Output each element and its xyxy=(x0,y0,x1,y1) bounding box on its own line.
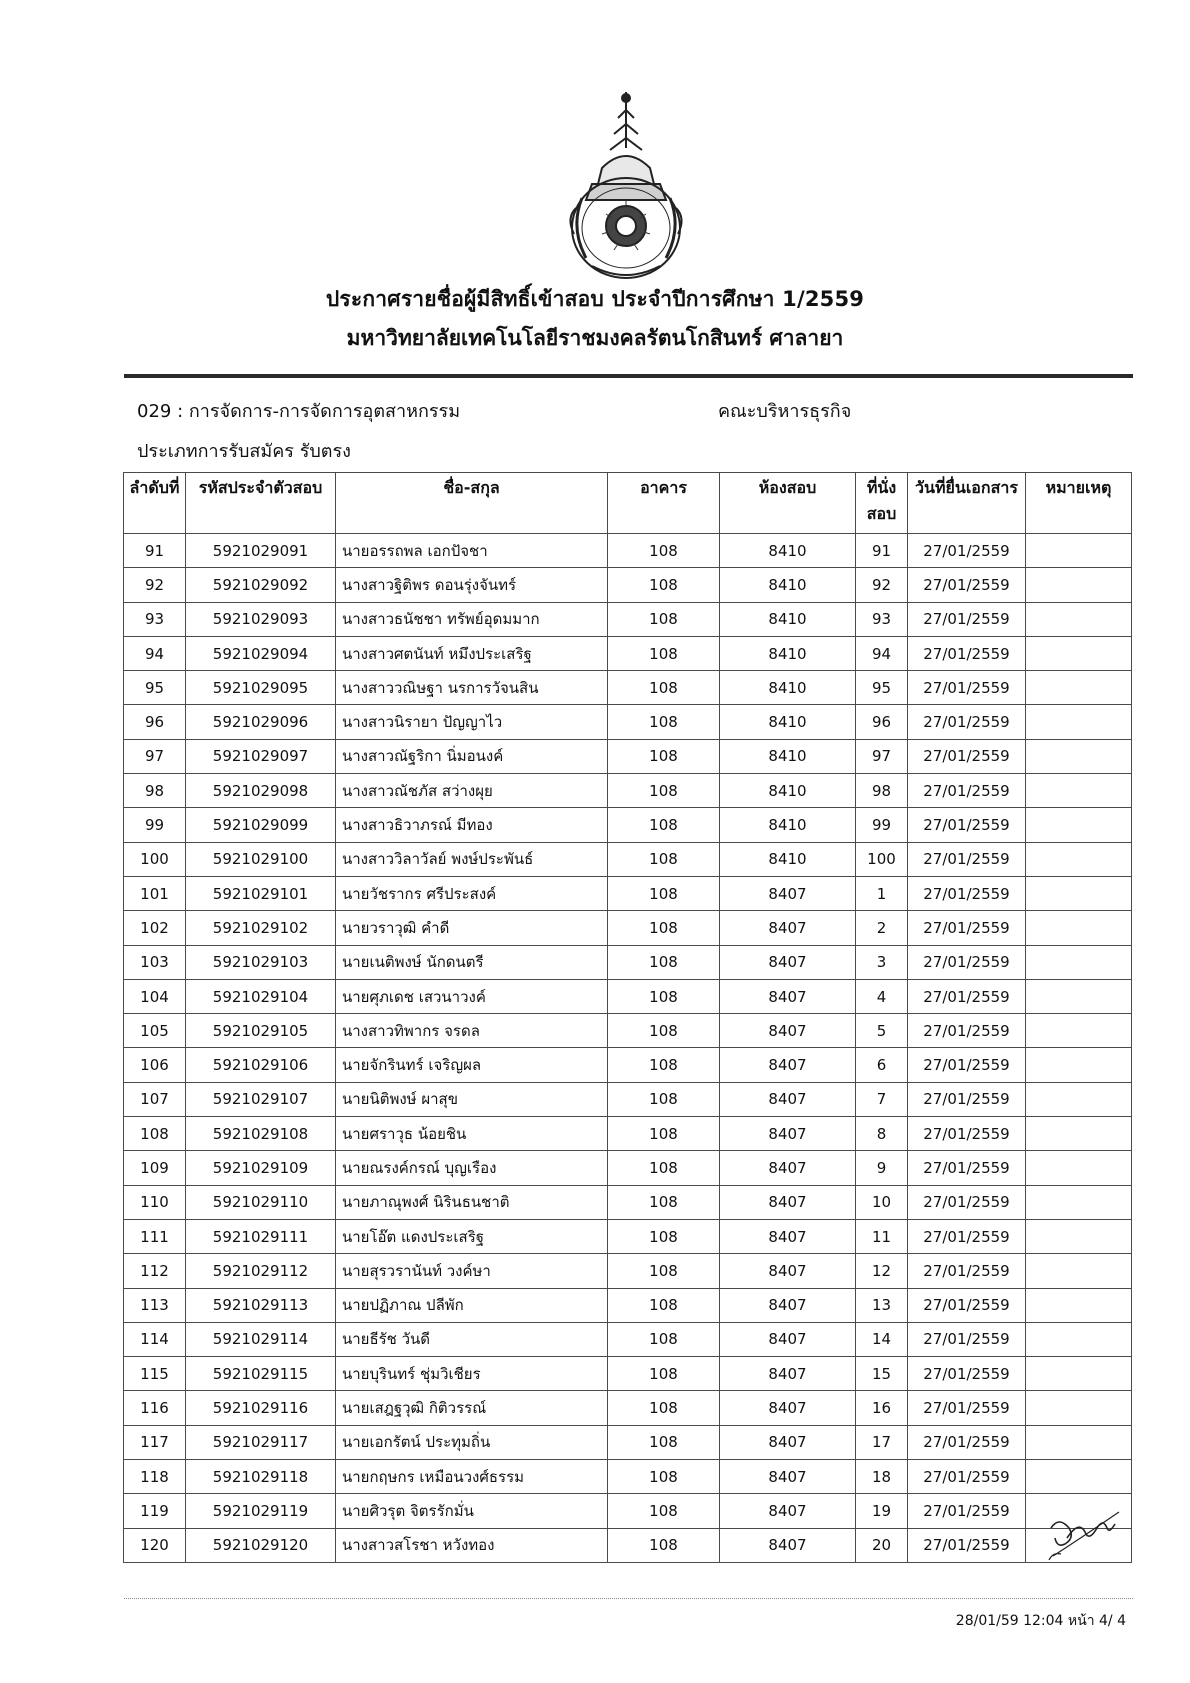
cell-note xyxy=(1026,1391,1132,1425)
table-row xyxy=(124,568,1132,602)
table-row xyxy=(124,1460,1132,1494)
page-title: ประกาศรายชื่อผู้มีสิทธิ์เข้าสอบ ประจำปีการศึกษา 1/2559 xyxy=(325,287,865,311)
col-header-seat xyxy=(856,473,908,534)
cell-building: 108 xyxy=(608,602,720,636)
cell-seq: 104 xyxy=(124,979,186,1013)
table-header-row xyxy=(124,473,1132,534)
cell-seq: 118 xyxy=(124,1460,186,1494)
cell-exam-id: 5921029111 xyxy=(186,1219,336,1253)
cell-seat: 1 xyxy=(856,876,908,910)
cell-name: นายศราวุธ น้อยชิน xyxy=(336,1117,608,1151)
cell-seat: 97 xyxy=(856,739,908,773)
cell-room: 8407 xyxy=(720,876,856,910)
university-emblem-icon xyxy=(562,88,690,284)
cell-name: นายจักรินทร์ เจริญผล xyxy=(336,1048,608,1082)
cell-room: 8410 xyxy=(720,636,856,670)
cell-seat: 9 xyxy=(856,1151,908,1185)
cell-seat: 99 xyxy=(856,808,908,842)
table-row xyxy=(124,1185,1132,1219)
cell-room: 8410 xyxy=(720,808,856,842)
cell-room: 8407 xyxy=(720,1117,856,1151)
cell-seq: 102 xyxy=(124,911,186,945)
cell-exam-id: 5921029103 xyxy=(186,945,336,979)
cell-exam-id: 5921029096 xyxy=(186,705,336,739)
table-row xyxy=(124,602,1132,636)
cell-seat: 5 xyxy=(856,1014,908,1048)
cell-seat: 98 xyxy=(856,774,908,808)
header-divider xyxy=(124,374,1133,378)
cell-seq: 100 xyxy=(124,842,186,876)
cell-exam-id: 5921029109 xyxy=(186,1151,336,1185)
cell-date: 27/01/2559 xyxy=(908,1117,1026,1151)
cell-building: 108 xyxy=(608,1219,720,1253)
cell-exam-id: 5921029110 xyxy=(186,1185,336,1219)
cell-date: 27/01/2559 xyxy=(908,979,1026,1013)
cell-seq: 110 xyxy=(124,1185,186,1219)
cell-note xyxy=(1026,1528,1132,1562)
cell-building: 108 xyxy=(608,636,720,670)
cell-building: 108 xyxy=(608,1151,720,1185)
cell-seq: 94 xyxy=(124,636,186,670)
cell-seq: 115 xyxy=(124,1357,186,1391)
cell-building: 108 xyxy=(608,568,720,602)
cell-building: 108 xyxy=(608,842,720,876)
cell-seat: 10 xyxy=(856,1185,908,1219)
cell-date: 27/01/2559 xyxy=(908,842,1026,876)
cell-seq: 101 xyxy=(124,876,186,910)
cell-note xyxy=(1026,1460,1132,1494)
cell-exam-id: 5921029117 xyxy=(186,1425,336,1459)
cell-seat: 15 xyxy=(856,1357,908,1391)
cell-date: 27/01/2559 xyxy=(908,876,1026,910)
cell-note xyxy=(1026,1048,1132,1082)
cell-seat: 100 xyxy=(856,842,908,876)
table-row xyxy=(124,1048,1132,1082)
cell-seat: 91 xyxy=(856,534,908,568)
cell-date: 27/01/2559 xyxy=(908,1425,1026,1459)
table-row xyxy=(124,705,1132,739)
cell-date: 27/01/2559 xyxy=(908,671,1026,705)
cell-name: นายโอ๊ต แดงประเสริฐ xyxy=(336,1219,608,1253)
cell-name: นางสาววิลาวัลย์ พงษ์ประพันธ์ xyxy=(336,842,608,876)
cell-seat: 13 xyxy=(856,1288,908,1322)
cell-seq: 97 xyxy=(124,739,186,773)
cell-seat: 12 xyxy=(856,1254,908,1288)
cell-exam-id: 5921029099 xyxy=(186,808,336,842)
cell-name: นายอรรถพล เอกปัจชา xyxy=(336,534,608,568)
cell-note xyxy=(1026,1357,1132,1391)
table-row xyxy=(124,774,1132,808)
table-row xyxy=(124,1494,1132,1528)
table-row xyxy=(124,1219,1132,1253)
cell-seat: 93 xyxy=(856,602,908,636)
cell-seat: 14 xyxy=(856,1322,908,1356)
cell-name: นางสาวนิรายา ปัญญาไว xyxy=(336,705,608,739)
col-header-seat-line2: สอบ xyxy=(866,504,897,523)
table-row xyxy=(124,808,1132,842)
cell-seq: 112 xyxy=(124,1254,186,1288)
cell-room: 8407 xyxy=(720,1082,856,1116)
cell-seq: 120 xyxy=(124,1528,186,1562)
cell-note xyxy=(1026,1425,1132,1459)
cell-exam-id: 5921029119 xyxy=(186,1494,336,1528)
cell-room: 8407 xyxy=(720,979,856,1013)
cell-room: 8407 xyxy=(720,945,856,979)
cell-name: นายเอกรัตน์ ประทุมถิ่น xyxy=(336,1425,608,1459)
col-header-date: วันที่ยื่นเอกสาร xyxy=(908,473,1026,534)
cell-date: 27/01/2559 xyxy=(908,1014,1026,1048)
cell-room: 8407 xyxy=(720,1357,856,1391)
cell-note xyxy=(1026,602,1132,636)
cell-building: 108 xyxy=(608,774,720,808)
table-row xyxy=(124,945,1132,979)
cell-seat: 20 xyxy=(856,1528,908,1562)
cell-note xyxy=(1026,568,1132,602)
cell-name: นายณรงค์กรณ์ บุญเรือง xyxy=(336,1151,608,1185)
cell-seq: 93 xyxy=(124,602,186,636)
cell-room: 8407 xyxy=(720,1528,856,1562)
cell-building: 108 xyxy=(608,1185,720,1219)
col-header-building: อาคาร xyxy=(608,473,720,534)
cell-name: นายกฤษกร เหมือนวงศ์ธรรม xyxy=(336,1460,608,1494)
cell-building: 108 xyxy=(608,1391,720,1425)
cell-building: 108 xyxy=(608,979,720,1013)
cell-exam-id: 5921029118 xyxy=(186,1460,336,1494)
cell-building: 108 xyxy=(608,1117,720,1151)
cell-exam-id: 5921029115 xyxy=(186,1357,336,1391)
cell-date: 27/01/2559 xyxy=(908,1460,1026,1494)
cell-date: 27/01/2559 xyxy=(908,1219,1026,1253)
cell-note xyxy=(1026,636,1132,670)
cell-room: 8410 xyxy=(720,774,856,808)
table-row xyxy=(124,842,1132,876)
cell-exam-id: 5921029105 xyxy=(186,1014,336,1048)
cell-name: นายวราวุฒิ คำดี xyxy=(336,911,608,945)
cell-name: นางสาวสโรชา หวังทอง xyxy=(336,1528,608,1562)
cell-exam-id: 5921029094 xyxy=(186,636,336,670)
cell-date: 27/01/2559 xyxy=(908,1494,1026,1528)
cell-date: 27/01/2559 xyxy=(908,1528,1026,1562)
col-header-exam-id: รหัสประจำตัวสอบ xyxy=(186,473,336,534)
cell-seat: 17 xyxy=(856,1425,908,1459)
col-header-note: หมายเหตุ xyxy=(1026,473,1132,534)
cell-seat: 4 xyxy=(856,979,908,1013)
table-row xyxy=(124,1082,1132,1116)
cell-exam-id: 5921029102 xyxy=(186,911,336,945)
cell-exam-id: 5921029108 xyxy=(186,1117,336,1151)
cell-seq: 103 xyxy=(124,945,186,979)
table-row xyxy=(124,911,1132,945)
cell-name: นายสุรวรานันท์ วงค์ษา xyxy=(336,1254,608,1288)
cell-building: 108 xyxy=(608,876,720,910)
cell-exam-id: 5921029093 xyxy=(186,602,336,636)
cell-building: 108 xyxy=(608,1528,720,1562)
cell-name: นายศุภเดช เสวนาวงค์ xyxy=(336,979,608,1013)
cell-seq: 91 xyxy=(124,534,186,568)
cell-seat: 95 xyxy=(856,671,908,705)
cell-name: นายศิวรุต จิตรรักมั่น xyxy=(336,1494,608,1528)
cell-building: 108 xyxy=(608,1494,720,1528)
cell-seq: 116 xyxy=(124,1391,186,1425)
print-timestamp: 28/01/59 12:04 หน้า 4/ 4 xyxy=(955,1613,1126,1629)
faculty-name: คณะบริหารธุรกิจ xyxy=(718,401,852,422)
cell-seat: 18 xyxy=(856,1460,908,1494)
cell-room: 8407 xyxy=(720,1254,856,1288)
cell-seat: 92 xyxy=(856,568,908,602)
table-row xyxy=(124,534,1132,568)
cell-building: 108 xyxy=(608,1357,720,1391)
cell-room: 8407 xyxy=(720,911,856,945)
cell-seat: 6 xyxy=(856,1048,908,1082)
cell-seq: 111 xyxy=(124,1219,186,1253)
table-row xyxy=(124,1391,1132,1425)
cell-seat: 19 xyxy=(856,1494,908,1528)
cell-name: นางสาววณิษฐา นรการวัจนสิน xyxy=(336,671,608,705)
cell-room: 8407 xyxy=(720,1460,856,1494)
cell-exam-id: 5921029114 xyxy=(186,1322,336,1356)
table-row xyxy=(124,1254,1132,1288)
cell-note xyxy=(1026,1219,1132,1253)
cell-name: นางสาวณัฐริกา นิ่มอนงค์ xyxy=(336,739,608,773)
cell-exam-id: 5921029107 xyxy=(186,1082,336,1116)
col-header-seat-line1: ที่นั่ง xyxy=(866,478,897,497)
cell-room: 8410 xyxy=(720,705,856,739)
cell-seq: 114 xyxy=(124,1322,186,1356)
cell-building: 108 xyxy=(608,1014,720,1048)
table-row xyxy=(124,1528,1132,1562)
cell-seq: 106 xyxy=(124,1048,186,1082)
cell-room: 8410 xyxy=(720,671,856,705)
cell-seq: 99 xyxy=(124,808,186,842)
cell-date: 27/01/2559 xyxy=(908,1322,1026,1356)
cell-exam-id: 5921029097 xyxy=(186,739,336,773)
cell-seat: 96 xyxy=(856,705,908,739)
cell-seat: 7 xyxy=(856,1082,908,1116)
cell-seat: 3 xyxy=(856,945,908,979)
cell-building: 108 xyxy=(608,1254,720,1288)
cell-date: 27/01/2559 xyxy=(908,808,1026,842)
cell-seq: 117 xyxy=(124,1425,186,1459)
cell-seq: 107 xyxy=(124,1082,186,1116)
cell-building: 108 xyxy=(608,534,720,568)
cell-building: 108 xyxy=(608,705,720,739)
cell-name: นายนิติพงษ์ ผาสุข xyxy=(336,1082,608,1116)
cell-name: นายภาณุพงศ์ นิรินธนชาติ xyxy=(336,1185,608,1219)
cell-room: 8407 xyxy=(720,1494,856,1528)
cell-note xyxy=(1026,1117,1132,1151)
cell-date: 27/01/2559 xyxy=(908,568,1026,602)
cell-room: 8407 xyxy=(720,1014,856,1048)
cell-seq: 95 xyxy=(124,671,186,705)
cell-name: นางสาวณัชภัส สว่างผุย xyxy=(336,774,608,808)
cell-date: 27/01/2559 xyxy=(908,1048,1026,1082)
cell-date: 27/01/2559 xyxy=(908,636,1026,670)
cell-building: 108 xyxy=(608,1082,720,1116)
cell-note xyxy=(1026,534,1132,568)
cell-room: 8407 xyxy=(720,1391,856,1425)
cell-seat: 16 xyxy=(856,1391,908,1425)
table-row xyxy=(124,636,1132,670)
cell-note xyxy=(1026,1185,1132,1219)
table-row xyxy=(124,1117,1132,1151)
cell-exam-id: 5921029092 xyxy=(186,568,336,602)
cell-seq: 113 xyxy=(124,1288,186,1322)
cell-seq: 92 xyxy=(124,568,186,602)
cell-room: 8410 xyxy=(720,842,856,876)
table-row xyxy=(124,876,1132,910)
cell-room: 8410 xyxy=(720,534,856,568)
cell-name: นายเสฎฐวุฒิ กิติวรรณ์ xyxy=(336,1391,608,1425)
cell-room: 8410 xyxy=(720,568,856,602)
candidate-table xyxy=(123,472,1132,1563)
cell-building: 108 xyxy=(608,945,720,979)
cell-building: 108 xyxy=(608,1288,720,1322)
cell-seat: 11 xyxy=(856,1219,908,1253)
footer-divider xyxy=(124,1598,1133,1599)
cell-exam-id: 5921029112 xyxy=(186,1254,336,1288)
cell-date: 27/01/2559 xyxy=(908,739,1026,773)
admission-type: ประเภทการรับสมัคร รับตรง xyxy=(137,441,351,462)
cell-date: 27/01/2559 xyxy=(908,1151,1026,1185)
table-row xyxy=(124,1151,1132,1185)
cell-name: นายวัชรากร ศรีประสงค์ xyxy=(336,876,608,910)
signature-icon xyxy=(1045,1498,1125,1564)
cell-name: นายปฏิภาณ ปลีพัก xyxy=(336,1288,608,1322)
cell-note xyxy=(1026,876,1132,910)
cell-exam-id: 5921029101 xyxy=(186,876,336,910)
cell-room: 8407 xyxy=(720,1288,856,1322)
cell-building: 108 xyxy=(608,671,720,705)
cell-note xyxy=(1026,1322,1132,1356)
cell-exam-id: 5921029091 xyxy=(186,534,336,568)
cell-room: 8407 xyxy=(720,1151,856,1185)
cell-note xyxy=(1026,979,1132,1013)
cell-exam-id: 5921029113 xyxy=(186,1288,336,1322)
cell-building: 108 xyxy=(608,1460,720,1494)
cell-seq: 96 xyxy=(124,705,186,739)
cell-exam-id: 5921029120 xyxy=(186,1528,336,1562)
program-name: 029 : การจัดการ-การจัดการอุตสาหกรรม xyxy=(137,401,461,422)
cell-name: นายบุรินทร์ ชุ่มวิเชียร xyxy=(336,1357,608,1391)
cell-exam-id: 5921029098 xyxy=(186,774,336,808)
cell-room: 8407 xyxy=(720,1185,856,1219)
cell-date: 27/01/2559 xyxy=(908,1185,1026,1219)
cell-seq: 98 xyxy=(124,774,186,808)
cell-building: 108 xyxy=(608,808,720,842)
cell-room: 8407 xyxy=(720,1219,856,1253)
cell-note xyxy=(1026,1082,1132,1116)
cell-room: 8410 xyxy=(720,602,856,636)
cell-seq: 119 xyxy=(124,1494,186,1528)
col-header-seq: ลำดับที่ xyxy=(124,473,186,534)
col-header-name: ชื่อ-สกุล xyxy=(336,473,608,534)
cell-note xyxy=(1026,808,1132,842)
cell-exam-id: 5921029104 xyxy=(186,979,336,1013)
cell-note xyxy=(1026,671,1132,705)
cell-name: นายเนติพงษ์ นักดนตรี xyxy=(336,945,608,979)
cell-note xyxy=(1026,842,1132,876)
cell-exam-id: 5921029106 xyxy=(186,1048,336,1082)
cell-exam-id: 5921029116 xyxy=(186,1391,336,1425)
cell-note xyxy=(1026,1151,1132,1185)
cell-room: 8410 xyxy=(720,739,856,773)
cell-date: 27/01/2559 xyxy=(908,1082,1026,1116)
cell-date: 27/01/2559 xyxy=(908,602,1026,636)
cell-note xyxy=(1026,739,1132,773)
cell-room: 8407 xyxy=(720,1322,856,1356)
cell-seq: 105 xyxy=(124,1014,186,1048)
table-row xyxy=(124,671,1132,705)
cell-seat: 8 xyxy=(856,1117,908,1151)
cell-note xyxy=(1026,705,1132,739)
cell-exam-id: 5921029095 xyxy=(186,671,336,705)
table-row xyxy=(124,1288,1132,1322)
cell-seq: 109 xyxy=(124,1151,186,1185)
table-row xyxy=(124,1014,1132,1048)
table-row xyxy=(124,739,1132,773)
cell-date: 27/01/2559 xyxy=(908,1357,1026,1391)
cell-name: นายธีรัช วันดี xyxy=(336,1322,608,1356)
cell-exam-id: 5921029100 xyxy=(186,842,336,876)
cell-date: 27/01/2559 xyxy=(908,534,1026,568)
cell-date: 27/01/2559 xyxy=(908,911,1026,945)
cell-note xyxy=(1026,945,1132,979)
cell-name: นางสาวธนัชชา ทรัพย์อุดมมาก xyxy=(336,602,608,636)
table-row xyxy=(124,1322,1132,1356)
table-row xyxy=(124,979,1132,1013)
cell-date: 27/01/2559 xyxy=(908,1288,1026,1322)
cell-building: 108 xyxy=(608,911,720,945)
university-name: มหาวิทยาลัยเทคโนโลยีราชมงคลรัตนโกสินทร์ ศาลายา xyxy=(346,326,844,350)
cell-note xyxy=(1026,911,1132,945)
cell-date: 27/01/2559 xyxy=(908,774,1026,808)
cell-name: นางสาวทิพากร จรดล xyxy=(336,1014,608,1048)
table-row xyxy=(124,1357,1132,1391)
cell-building: 108 xyxy=(608,1322,720,1356)
cell-note xyxy=(1026,1254,1132,1288)
cell-building: 108 xyxy=(608,739,720,773)
cell-note xyxy=(1026,774,1132,808)
cell-date: 27/01/2559 xyxy=(908,945,1026,979)
cell-note xyxy=(1026,1288,1132,1322)
table-row xyxy=(124,1425,1132,1459)
cell-date: 27/01/2559 xyxy=(908,1391,1026,1425)
cell-name: นางสาวศตนันท์ หมึงประเสริฐ xyxy=(336,636,608,670)
col-header-room: ห้องสอบ xyxy=(720,473,856,534)
cell-room: 8407 xyxy=(720,1425,856,1459)
cell-note xyxy=(1026,1014,1132,1048)
cell-date: 27/01/2559 xyxy=(908,1254,1026,1288)
cell-name: นางสาวธิวาภรณ์ มีทอง xyxy=(336,808,608,842)
cell-date: 27/01/2559 xyxy=(908,705,1026,739)
cell-building: 108 xyxy=(608,1048,720,1082)
cell-room: 8407 xyxy=(720,1048,856,1082)
cell-name: นางสาวฐิติพร ดอนรุ่งจันทร์ xyxy=(336,568,608,602)
cell-seq: 108 xyxy=(124,1117,186,1151)
cell-seat: 94 xyxy=(856,636,908,670)
cell-seat: 2 xyxy=(856,911,908,945)
cell-building: 108 xyxy=(608,1425,720,1459)
